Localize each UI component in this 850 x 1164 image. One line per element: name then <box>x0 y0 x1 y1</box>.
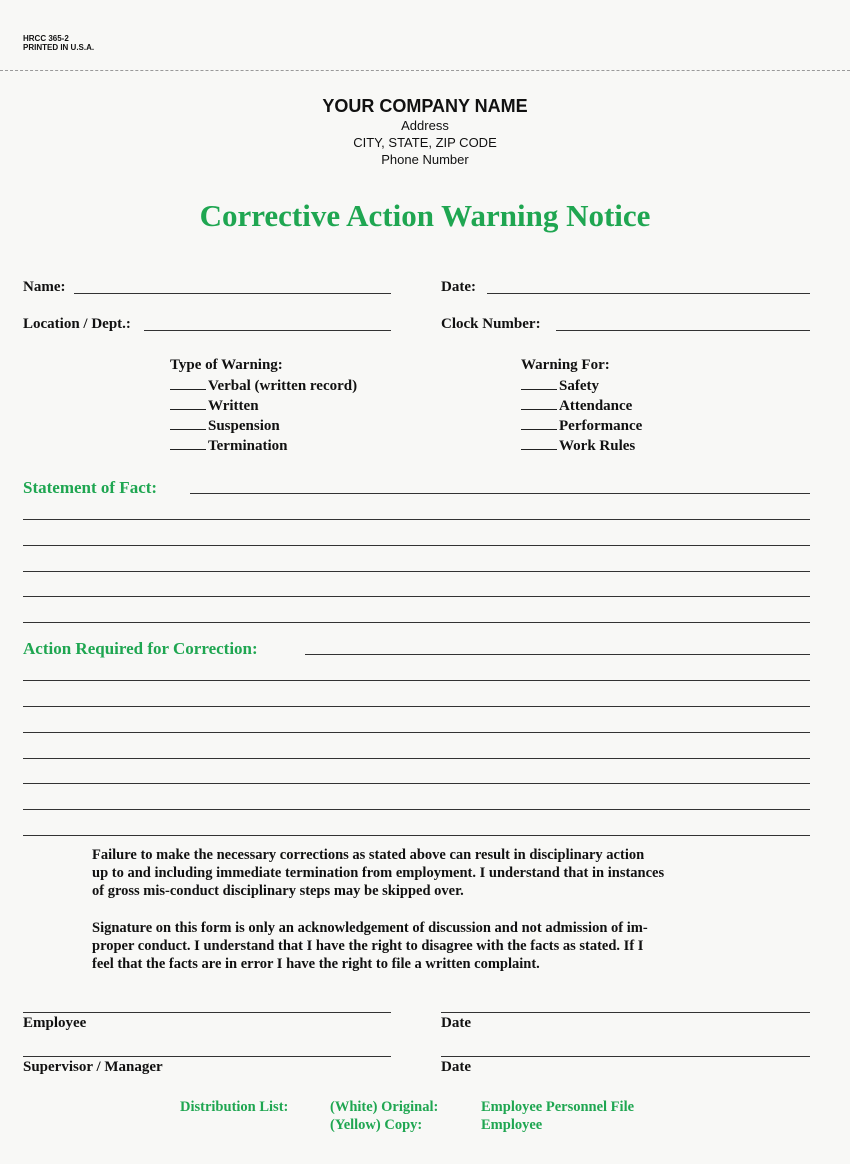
warning-for-heading: Warning For: <box>521 357 610 373</box>
location-field[interactable] <box>144 330 391 331</box>
statement-line-2[interactable] <box>23 519 810 520</box>
statement-line-3[interactable] <box>23 545 810 546</box>
employee-date-line[interactable] <box>441 1012 810 1013</box>
name-label: Name: <box>23 279 66 295</box>
warning-verbal-checkbox[interactable]: Verbal (written record) <box>170 377 357 395</box>
distribution-yellow-dest: Employee <box>481 1117 543 1133</box>
distribution-yellow: (Yellow) Copy: <box>330 1117 423 1133</box>
warning-for-attendance-checkbox[interactable]: Attendance <box>521 397 632 415</box>
company-name: YOUR COMPANY NAME <box>322 96 528 116</box>
name-field[interactable] <box>74 293 391 294</box>
date-label: Date: <box>441 279 476 295</box>
employee-date-label: Date <box>441 1015 471 1031</box>
statement-of-fact-label: Statement of Fact: <box>23 478 158 497</box>
date-field[interactable] <box>487 293 810 294</box>
action-required-label: Action Required for Correction: <box>23 639 258 658</box>
clock-label: Clock Number: <box>441 316 541 332</box>
employee-signature-line[interactable] <box>23 1012 391 1013</box>
form-title: Corrective Action Warning Notice <box>199 198 651 233</box>
supervisor-date-label: Date <box>441 1059 471 1075</box>
type-of-warning-heading: Type of Warning: <box>170 357 283 373</box>
action-line-5[interactable] <box>23 758 810 759</box>
action-line-1[interactable] <box>305 654 810 655</box>
distribution-label: Distribution List: <box>180 1099 289 1115</box>
warning-written-checkbox[interactable]: Written <box>170 397 259 415</box>
warning-suspension-checkbox[interactable]: Suspension <box>170 417 280 435</box>
supervisor-signature-line[interactable] <box>23 1056 391 1057</box>
company-phone: Phone Number <box>381 152 469 167</box>
action-line-8[interactable] <box>23 835 810 836</box>
company-address: Address <box>401 118 449 133</box>
form-code-line1: HRCC 365-2 <box>23 34 69 43</box>
clock-field[interactable] <box>556 330 810 331</box>
action-line-4[interactable] <box>23 732 810 733</box>
disclaimer-paragraph-1: Failure to make the necessary corrections as stated above can result in disciplinary action up to and including immediate termination from employment. I understand that in instances of gross mis-conduct disciplinary steps may be skipped over. <box>92 847 665 899</box>
disclaimer-paragraph-2: Signature on this form is only an acknowledgement of discussion and not admission of im- proper conduct. I understand that I have the right to disagree with the facts as stated. If I feel that the facts are in error I have the right to file a written complaint. <box>92 920 648 972</box>
warning-for-work-rules-checkbox[interactable]: Work Rules <box>521 437 635 455</box>
supervisor-date-line[interactable] <box>441 1056 810 1057</box>
warning-for-performance-checkbox[interactable]: Performance <box>521 417 642 435</box>
action-line-3[interactable] <box>23 706 810 707</box>
statement-line-4[interactable] <box>23 571 810 572</box>
warning-termination-checkbox[interactable]: Termination <box>170 437 287 455</box>
form-code-line2: PRINTED IN U.S.A. <box>23 43 95 52</box>
supervisor-label: Supervisor / Manager <box>23 1059 163 1075</box>
action-line-6[interactable] <box>23 783 810 784</box>
action-line-2[interactable] <box>23 680 810 681</box>
perforation-line <box>0 70 850 71</box>
statement-line-5[interactable] <box>23 596 810 597</box>
company-city: CITY, STATE, ZIP CODE <box>353 135 497 150</box>
statement-line-6[interactable] <box>23 622 810 623</box>
distribution-white: (White) Original: <box>330 1099 439 1115</box>
employee-label: Employee <box>23 1015 87 1031</box>
distribution-white-dest: Employee Personnel File <box>481 1099 635 1115</box>
action-line-7[interactable] <box>23 809 810 810</box>
statement-line-1[interactable] <box>190 493 810 494</box>
location-label: Location / Dept.: <box>23 316 131 332</box>
warning-for-safety-checkbox[interactable]: Safety <box>521 377 599 395</box>
